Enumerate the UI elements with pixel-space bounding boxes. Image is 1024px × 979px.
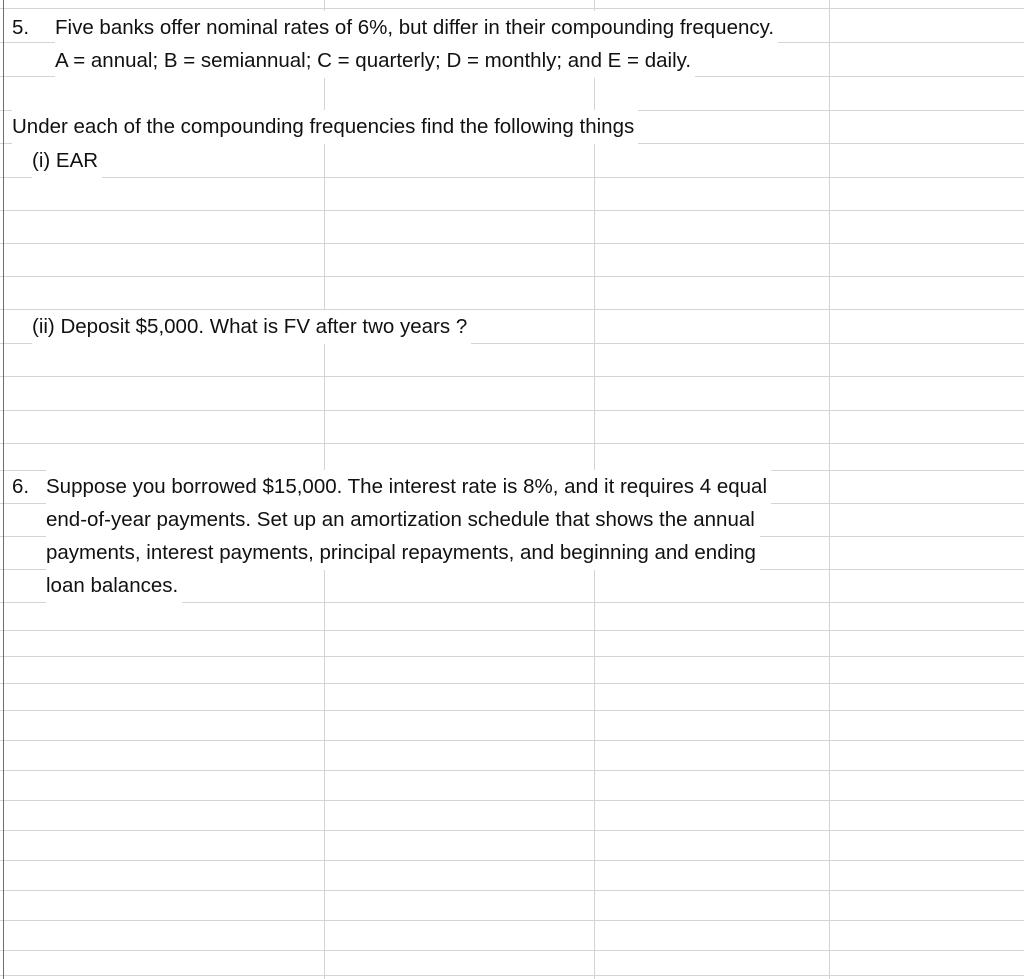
question-6-line-3: payments, interest payments, principal repayments, and beginning and ending [46,536,760,570]
grid-column-line [3,0,4,979]
question-5-line-1: Five banks offer nominal rates of 6%, but differ in their compounding frequency. [55,11,778,45]
grid-row-line [0,656,1024,657]
question-5-number: 5. [12,16,30,39]
grid-row-line [0,710,1024,711]
question-5-part-i: (i) EAR [32,144,102,178]
grid-column-line [829,0,830,979]
grid-row-line [0,243,1024,244]
question-5-instructions: Under each of the compounding frequencies find the following things [12,110,638,144]
grid-row-line [0,800,1024,801]
grid-row-line [0,770,1024,771]
grid-row-line [0,683,1024,684]
grid-row-line [0,890,1024,891]
question-5-line-2: A = annual; B = semiannual; C = quarterly; D = monthly; and E = daily. [55,44,695,78]
grid-row-line [0,443,1024,444]
grid-row-line [0,376,1024,377]
grid-row-line [0,276,1024,277]
grid-row-line [0,410,1024,411]
question-6-line-4: loan balances. [46,569,182,603]
question-5-part-ii: (ii) Deposit $5,000. What is FV after two years ? [32,310,471,344]
grid-row-line [0,630,1024,631]
grid-row-line [0,975,1024,976]
question-6-line-2: end-of-year payments. Set up an amortization schedule that shows the annual [46,503,759,537]
grid-row-line [0,950,1024,951]
grid-row-line [0,740,1024,741]
grid-row-line [0,8,1024,9]
question-6-line-1: Suppose you borrowed $15,000. The interest rate is 8%, and it requires 4 equal [46,470,771,504]
grid-row-line [0,830,1024,831]
grid-row-line [0,860,1024,861]
grid-row-line [0,177,1024,178]
grid-row-line [0,210,1024,211]
question-6-number: 6. [12,475,30,498]
grid-row-line [0,920,1024,921]
